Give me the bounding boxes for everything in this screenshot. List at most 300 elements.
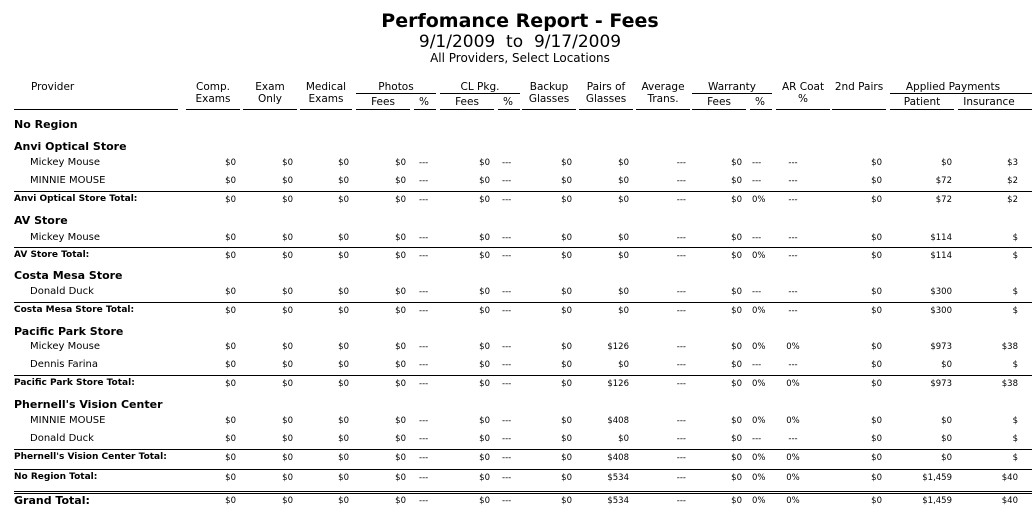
cell-cl-fees: $0 bbox=[479, 416, 490, 426]
cell-comp-exams: $0 bbox=[225, 453, 236, 463]
cell-warranty-pct: 0% bbox=[752, 496, 766, 506]
cell-warranty-fees: $0 bbox=[731, 434, 742, 444]
col-underline bbox=[832, 109, 886, 110]
header-patient: Patient bbox=[903, 96, 941, 108]
cell-pairs-of-glasses: $0 bbox=[618, 434, 629, 444]
cell-patient: $1,459 bbox=[922, 496, 952, 506]
provider-name: MINNIE MOUSE bbox=[30, 415, 106, 426]
total-rule bbox=[14, 191, 1032, 192]
cell-photos-fees: $0 bbox=[395, 496, 406, 506]
cell-average-trans: --- bbox=[676, 342, 686, 352]
cell-average-trans: --- bbox=[676, 251, 686, 261]
cell-cl-fees: $0 bbox=[479, 306, 490, 316]
provider-name: MINNIE MOUSE bbox=[30, 175, 106, 186]
grand-total-label: Grand Total: bbox=[14, 494, 90, 507]
warranty-group-underline bbox=[692, 93, 772, 94]
cell-photos-fees: $0 bbox=[395, 158, 406, 168]
cell-comp-exams: $0 bbox=[225, 306, 236, 316]
col-underline bbox=[243, 109, 297, 110]
cl-pkg-group-underline bbox=[440, 93, 520, 94]
cell-2nd-pairs: $0 bbox=[871, 176, 882, 186]
cell-cl-pct: --- bbox=[502, 287, 512, 297]
col-underline bbox=[636, 109, 690, 110]
cell-exam-only: $0 bbox=[282, 473, 293, 483]
cell-photos-fees: $0 bbox=[395, 453, 406, 463]
cell-medical-exams: $0 bbox=[338, 496, 349, 506]
cell-pairs-of-glasses: $0 bbox=[618, 306, 629, 316]
header-insurance: Insurance bbox=[963, 96, 1015, 108]
cell-comp-exams: $0 bbox=[225, 158, 236, 168]
cell-warranty-fees: $0 bbox=[731, 496, 742, 506]
cell-warranty-fees: $0 bbox=[731, 453, 742, 463]
cell-pairs-of-glasses: $0 bbox=[618, 287, 629, 297]
cell-ar-coat: 0% bbox=[786, 473, 800, 483]
cell-patient: $973 bbox=[930, 379, 952, 389]
cell-cl-pct: --- bbox=[502, 496, 512, 506]
cell-patient: $72 bbox=[935, 176, 952, 186]
header-warranty-pct: % bbox=[755, 96, 765, 108]
total-rule bbox=[14, 491, 1032, 492]
cell-patient: $114 bbox=[930, 233, 952, 243]
header-photos-fees: Fees bbox=[371, 96, 395, 108]
cell-patient: $300 bbox=[930, 287, 952, 297]
cell-2nd-pairs: $0 bbox=[871, 453, 882, 463]
cell-comp-exams: $0 bbox=[225, 434, 236, 444]
cell-average-trans: --- bbox=[676, 176, 686, 186]
cell-average-trans: --- bbox=[676, 379, 686, 389]
cell-exam-only: $0 bbox=[282, 342, 293, 352]
header-ar-coat: AR Coat % bbox=[781, 81, 825, 105]
cell-photos-pct: --- bbox=[419, 379, 429, 389]
cell-exam-only: $0 bbox=[282, 158, 293, 168]
cell-exam-only: $0 bbox=[282, 233, 293, 243]
total-label: Costa Mesa Store Total: bbox=[14, 305, 135, 315]
cell-backup-glasses: $0 bbox=[561, 453, 572, 463]
total-rule bbox=[14, 247, 1032, 248]
cell-medical-exams: $0 bbox=[338, 342, 349, 352]
cell-cl-pct: --- bbox=[502, 158, 512, 168]
cell-photos-fees: $0 bbox=[395, 195, 406, 205]
col-underline bbox=[750, 109, 772, 110]
total-rule bbox=[14, 302, 1032, 303]
cell-warranty-pct: --- bbox=[752, 233, 762, 243]
cell-medical-exams: $0 bbox=[338, 473, 349, 483]
cell-cl-pct: --- bbox=[502, 233, 512, 243]
total-rule bbox=[14, 449, 1032, 450]
col-underline bbox=[522, 109, 576, 110]
cell-comp-exams: $0 bbox=[225, 379, 236, 389]
cell-pairs-of-glasses: $0 bbox=[618, 176, 629, 186]
header-warranty-fees: Fees bbox=[707, 96, 731, 108]
cell-2nd-pairs: $0 bbox=[871, 287, 882, 297]
cell-cl-fees: $0 bbox=[479, 434, 490, 444]
cell-warranty-fees: $0 bbox=[731, 176, 742, 186]
cell-comp-exams: $0 bbox=[225, 473, 236, 483]
cell-insurance: $2 bbox=[1007, 195, 1018, 205]
grand-total-rule bbox=[14, 493, 1032, 494]
cell-backup-glasses: $0 bbox=[561, 434, 572, 444]
cell-ar-coat: --- bbox=[788, 233, 798, 243]
cell-2nd-pairs: $0 bbox=[871, 416, 882, 426]
cell-exam-only: $0 bbox=[282, 306, 293, 316]
cell-photos-pct: --- bbox=[419, 233, 429, 243]
cell-photos-fees: $0 bbox=[395, 251, 406, 261]
cell-cl-fees: $0 bbox=[479, 158, 490, 168]
col-underline bbox=[186, 109, 240, 110]
col-underline bbox=[498, 109, 520, 110]
cell-pairs-of-glasses: $0 bbox=[618, 251, 629, 261]
cell-comp-exams: $0 bbox=[225, 496, 236, 506]
cell-cl-fees: $0 bbox=[479, 360, 490, 370]
cell-average-trans: --- bbox=[676, 306, 686, 316]
cell-average-trans: --- bbox=[676, 416, 686, 426]
cell-exam-only: $0 bbox=[282, 360, 293, 370]
cell-warranty-pct: 0% bbox=[752, 379, 766, 389]
cell-2nd-pairs: $0 bbox=[871, 473, 882, 483]
header-warranty: Warranty bbox=[707, 81, 756, 93]
cell-medical-exams: $0 bbox=[338, 434, 349, 444]
section-heading: Anvi Optical Store bbox=[14, 140, 127, 153]
applied-payments-group-underline bbox=[890, 93, 1032, 94]
cell-cl-pct: --- bbox=[502, 251, 512, 261]
total-label: No Region Total: bbox=[14, 472, 98, 482]
cell-cl-fees: $0 bbox=[479, 195, 490, 205]
col-underline bbox=[958, 109, 1032, 110]
cell-warranty-fees: $0 bbox=[731, 416, 742, 426]
cell-backup-glasses: $0 bbox=[561, 233, 572, 243]
cell-photos-pct: --- bbox=[419, 287, 429, 297]
cell-medical-exams: $0 bbox=[338, 360, 349, 370]
cell-ar-coat: 0% bbox=[786, 416, 800, 426]
cell-pairs-of-glasses: $408 bbox=[607, 416, 629, 426]
cell-cl-fees: $0 bbox=[479, 176, 490, 186]
col-underline bbox=[692, 109, 746, 110]
cell-insurance: $ bbox=[1012, 434, 1018, 444]
cell-ar-coat: --- bbox=[788, 251, 798, 261]
cell-photos-fees: $0 bbox=[395, 473, 406, 483]
cell-average-trans: --- bbox=[676, 233, 686, 243]
cell-comp-exams: $0 bbox=[225, 416, 236, 426]
total-rule bbox=[14, 469, 1032, 470]
cell-insurance: $ bbox=[1012, 360, 1018, 370]
report-subtitle: All Providers, Select Locations bbox=[430, 51, 610, 65]
cell-average-trans: --- bbox=[676, 496, 686, 506]
cell-photos-pct: --- bbox=[419, 158, 429, 168]
cell-average-trans: --- bbox=[676, 287, 686, 297]
cell-ar-coat: --- bbox=[788, 158, 798, 168]
header-2nd-pairs: 2nd Pairs bbox=[834, 81, 884, 93]
header-cl-fees: Fees bbox=[455, 96, 479, 108]
cell-insurance: $ bbox=[1012, 416, 1018, 426]
cell-backup-glasses: $0 bbox=[561, 360, 572, 370]
cell-backup-glasses: $0 bbox=[561, 176, 572, 186]
provider-name: Mickey Mouse bbox=[30, 341, 101, 352]
cell-backup-glasses: $0 bbox=[561, 473, 572, 483]
cell-2nd-pairs: $0 bbox=[871, 195, 882, 205]
header-photos: Photos bbox=[378, 81, 414, 93]
cell-insurance: $38 bbox=[1001, 379, 1018, 389]
cell-comp-exams: $0 bbox=[225, 195, 236, 205]
cell-warranty-pct: 0% bbox=[752, 251, 766, 261]
cell-ar-coat: 0% bbox=[786, 453, 800, 463]
cell-warranty-pct: --- bbox=[752, 434, 762, 444]
cell-warranty-pct: 0% bbox=[752, 453, 766, 463]
cell-warranty-pct: 0% bbox=[752, 416, 766, 426]
cell-cl-pct: --- bbox=[502, 360, 512, 370]
cell-patient: $0 bbox=[941, 416, 952, 426]
provider-name: Mickey Mouse bbox=[30, 232, 101, 243]
total-label: Anvi Optical Store Total: bbox=[14, 194, 138, 204]
cell-average-trans: --- bbox=[676, 453, 686, 463]
cell-comp-exams: $0 bbox=[225, 233, 236, 243]
cell-ar-coat: --- bbox=[788, 306, 798, 316]
cell-warranty-pct: 0% bbox=[752, 342, 766, 352]
cell-photos-pct: --- bbox=[419, 453, 429, 463]
header-backup-glasses: Backup Glasses bbox=[528, 81, 570, 105]
provider-name: Donald Duck bbox=[30, 286, 94, 297]
col-underline bbox=[440, 109, 494, 110]
cell-average-trans: --- bbox=[676, 195, 686, 205]
cell-warranty-pct: --- bbox=[752, 176, 762, 186]
cell-medical-exams: $0 bbox=[338, 195, 349, 205]
cell-photos-pct: --- bbox=[419, 195, 429, 205]
cell-photos-pct: --- bbox=[419, 434, 429, 444]
cell-medical-exams: $0 bbox=[338, 287, 349, 297]
cell-medical-exams: $0 bbox=[338, 379, 349, 389]
col-underline bbox=[776, 109, 830, 110]
cell-warranty-pct: 0% bbox=[752, 306, 766, 316]
cell-backup-glasses: $0 bbox=[561, 496, 572, 506]
cell-2nd-pairs: $0 bbox=[871, 434, 882, 444]
date-to: 9/17/2009 bbox=[533, 32, 622, 52]
cell-photos-fees: $0 bbox=[395, 342, 406, 352]
section-heading: AV Store bbox=[14, 214, 68, 227]
cell-cl-pct: --- bbox=[502, 176, 512, 186]
provider-name: Mickey Mouse bbox=[30, 157, 101, 168]
cell-warranty-fees: $0 bbox=[731, 287, 742, 297]
cell-ar-coat: 0% bbox=[786, 379, 800, 389]
cell-medical-exams: $0 bbox=[338, 251, 349, 261]
cell-photos-pct: --- bbox=[419, 342, 429, 352]
cell-photos-pct: --- bbox=[419, 416, 429, 426]
cell-cl-fees: $0 bbox=[479, 453, 490, 463]
cell-backup-glasses: $0 bbox=[561, 195, 572, 205]
cell-exam-only: $0 bbox=[282, 496, 293, 506]
cell-ar-coat: 0% bbox=[786, 496, 800, 506]
cell-comp-exams: $0 bbox=[225, 176, 236, 186]
header-average-trans: Average Trans. bbox=[641, 81, 685, 105]
cell-photos-pct: --- bbox=[419, 360, 429, 370]
provider-header-underline bbox=[14, 109, 178, 110]
cell-backup-glasses: $0 bbox=[561, 251, 572, 261]
cell-backup-glasses: $0 bbox=[561, 306, 572, 316]
cell-insurance: $40 bbox=[1001, 496, 1018, 506]
cell-medical-exams: $0 bbox=[338, 416, 349, 426]
cell-cl-pct: --- bbox=[502, 416, 512, 426]
header-photos-pct: % bbox=[419, 96, 429, 108]
cell-exam-only: $0 bbox=[282, 251, 293, 261]
cell-exam-only: $0 bbox=[282, 176, 293, 186]
cell-2nd-pairs: $0 bbox=[871, 360, 882, 370]
cell-cl-pct: --- bbox=[502, 473, 512, 483]
cell-warranty-pct: --- bbox=[752, 287, 762, 297]
cell-cl-fees: $0 bbox=[479, 251, 490, 261]
cell-warranty-fees: $0 bbox=[731, 251, 742, 261]
cell-warranty-fees: $0 bbox=[731, 360, 742, 370]
cell-patient: $300 bbox=[930, 306, 952, 316]
cell-pairs-of-glasses: $408 bbox=[607, 453, 629, 463]
cell-cl-pct: --- bbox=[502, 379, 512, 389]
cell-photos-fees: $0 bbox=[395, 306, 406, 316]
cell-backup-glasses: $0 bbox=[561, 416, 572, 426]
cell-cl-fees: $0 bbox=[479, 496, 490, 506]
cell-insurance: $38 bbox=[1001, 342, 1018, 352]
cell-warranty-fees: $0 bbox=[731, 306, 742, 316]
cell-exam-only: $0 bbox=[282, 434, 293, 444]
provider-name: Dennis Farina bbox=[30, 359, 99, 370]
cell-average-trans: --- bbox=[676, 158, 686, 168]
header-provider: Provider bbox=[31, 81, 75, 93]
cell-exam-only: $0 bbox=[282, 379, 293, 389]
cell-insurance: $ bbox=[1012, 453, 1018, 463]
cell-insurance: $3 bbox=[1007, 158, 1018, 168]
cell-medical-exams: $0 bbox=[338, 176, 349, 186]
cell-cl-pct: --- bbox=[502, 434, 512, 444]
cell-ar-coat: 0% bbox=[786, 342, 800, 352]
col-underline bbox=[300, 109, 352, 110]
cell-insurance: $ bbox=[1012, 233, 1018, 243]
col-underline bbox=[356, 109, 410, 110]
cell-insurance: $ bbox=[1012, 306, 1018, 316]
cell-patient: $1,459 bbox=[922, 473, 952, 483]
cell-pairs-of-glasses: $534 bbox=[607, 473, 629, 483]
cell-cl-fees: $0 bbox=[479, 379, 490, 389]
cell-photos-fees: $0 bbox=[395, 287, 406, 297]
cell-photos-fees: $0 bbox=[395, 379, 406, 389]
cell-2nd-pairs: $0 bbox=[871, 233, 882, 243]
cell-medical-exams: $0 bbox=[338, 453, 349, 463]
cell-average-trans: --- bbox=[676, 434, 686, 444]
cell-patient: $0 bbox=[941, 360, 952, 370]
cell-2nd-pairs: $0 bbox=[871, 251, 882, 261]
cell-backup-glasses: $0 bbox=[561, 342, 572, 352]
report-title: Perfomance Report - Fees bbox=[381, 10, 659, 32]
cell-average-trans: --- bbox=[676, 360, 686, 370]
date-to-word: to bbox=[506, 32, 524, 52]
cell-patient: $0 bbox=[941, 434, 952, 444]
cell-cl-fees: $0 bbox=[479, 287, 490, 297]
cell-insurance: $ bbox=[1012, 287, 1018, 297]
cell-cl-fees: $0 bbox=[479, 233, 490, 243]
section-heading: Costa Mesa Store bbox=[14, 269, 123, 282]
cell-ar-coat: --- bbox=[788, 287, 798, 297]
cell-photos-fees: $0 bbox=[395, 434, 406, 444]
cell-photos-fees: $0 bbox=[395, 176, 406, 186]
cell-warranty-fees: $0 bbox=[731, 473, 742, 483]
cell-patient: $72 bbox=[935, 195, 952, 205]
cell-exam-only: $0 bbox=[282, 416, 293, 426]
cell-pairs-of-glasses: $0 bbox=[618, 360, 629, 370]
cell-warranty-fees: $0 bbox=[731, 342, 742, 352]
cell-warranty-fees: $0 bbox=[731, 195, 742, 205]
section-heading: Phernell's Vision Center bbox=[14, 398, 163, 411]
total-label: Phernell's Vision Center Total: bbox=[14, 452, 167, 462]
cell-backup-glasses: $0 bbox=[561, 287, 572, 297]
cell-average-trans: --- bbox=[676, 473, 686, 483]
cell-photos-pct: --- bbox=[419, 176, 429, 186]
cell-photos-pct: --- bbox=[419, 306, 429, 316]
cell-cl-fees: $0 bbox=[479, 473, 490, 483]
total-rule bbox=[14, 375, 1032, 376]
cell-cl-pct: --- bbox=[502, 342, 512, 352]
cell-medical-exams: $0 bbox=[338, 306, 349, 316]
cell-pairs-of-glasses: $534 bbox=[607, 496, 629, 506]
cell-patient: $0 bbox=[941, 158, 952, 168]
cell-cl-pct: --- bbox=[502, 306, 512, 316]
cell-2nd-pairs: $0 bbox=[871, 379, 882, 389]
section-heading: Pacific Park Store bbox=[14, 325, 124, 338]
cell-photos-fees: $0 bbox=[395, 233, 406, 243]
header-medical-exams: Medical Exams bbox=[305, 81, 347, 105]
cell-2nd-pairs: $0 bbox=[871, 496, 882, 506]
cell-backup-glasses: $0 bbox=[561, 379, 572, 389]
cell-warranty-fees: $0 bbox=[731, 158, 742, 168]
date-from: 9/1/2009 bbox=[418, 32, 496, 52]
cell-cl-fees: $0 bbox=[479, 342, 490, 352]
cell-pairs-of-glasses: $126 bbox=[607, 342, 629, 352]
cell-photos-pct: --- bbox=[419, 496, 429, 506]
header-exam-only: Exam Only bbox=[255, 81, 285, 105]
cell-pairs-of-glasses: $0 bbox=[618, 195, 629, 205]
cell-pairs-of-glasses: $0 bbox=[618, 233, 629, 243]
cell-ar-coat: --- bbox=[788, 434, 798, 444]
cell-exam-only: $0 bbox=[282, 453, 293, 463]
header-pairs-of-glasses: Pairs of Glasses bbox=[585, 81, 627, 105]
cell-medical-exams: $0 bbox=[338, 158, 349, 168]
header-applied-payments: Applied Payments bbox=[905, 81, 1001, 93]
cell-2nd-pairs: $0 bbox=[871, 158, 882, 168]
report-date-range bbox=[0, 32, 1032, 52]
cell-cl-pct: --- bbox=[502, 195, 512, 205]
cell-ar-coat: --- bbox=[788, 176, 798, 186]
cell-pairs-of-glasses: $0 bbox=[618, 158, 629, 168]
cell-2nd-pairs: $0 bbox=[871, 306, 882, 316]
cell-warranty-pct: --- bbox=[752, 158, 762, 168]
cell-warranty-pct: --- bbox=[752, 360, 762, 370]
total-label: Pacific Park Store Total: bbox=[14, 378, 135, 388]
provider-name: Donald Duck bbox=[30, 433, 94, 444]
cell-photos-pct: --- bbox=[419, 251, 429, 261]
photos-group-underline bbox=[356, 93, 436, 94]
cell-medical-exams: $0 bbox=[338, 233, 349, 243]
cell-backup-glasses: $0 bbox=[561, 158, 572, 168]
cell-warranty-fees: $0 bbox=[731, 379, 742, 389]
col-underline bbox=[890, 109, 954, 110]
cell-insurance: $2 bbox=[1007, 176, 1018, 186]
header-cl-pkg: CL Pkg. bbox=[460, 81, 500, 93]
col-underline bbox=[414, 109, 436, 110]
cell-photos-pct: --- bbox=[419, 473, 429, 483]
cell-warranty-fees: $0 bbox=[731, 233, 742, 243]
cell-insurance: $40 bbox=[1001, 473, 1018, 483]
cell-comp-exams: $0 bbox=[225, 360, 236, 370]
col-underline bbox=[579, 109, 633, 110]
total-label: AV Store Total: bbox=[14, 250, 90, 260]
cell-comp-exams: $0 bbox=[225, 287, 236, 297]
cell-photos-fees: $0 bbox=[395, 360, 406, 370]
cell-exam-only: $0 bbox=[282, 195, 293, 205]
cell-ar-coat: --- bbox=[788, 195, 798, 205]
